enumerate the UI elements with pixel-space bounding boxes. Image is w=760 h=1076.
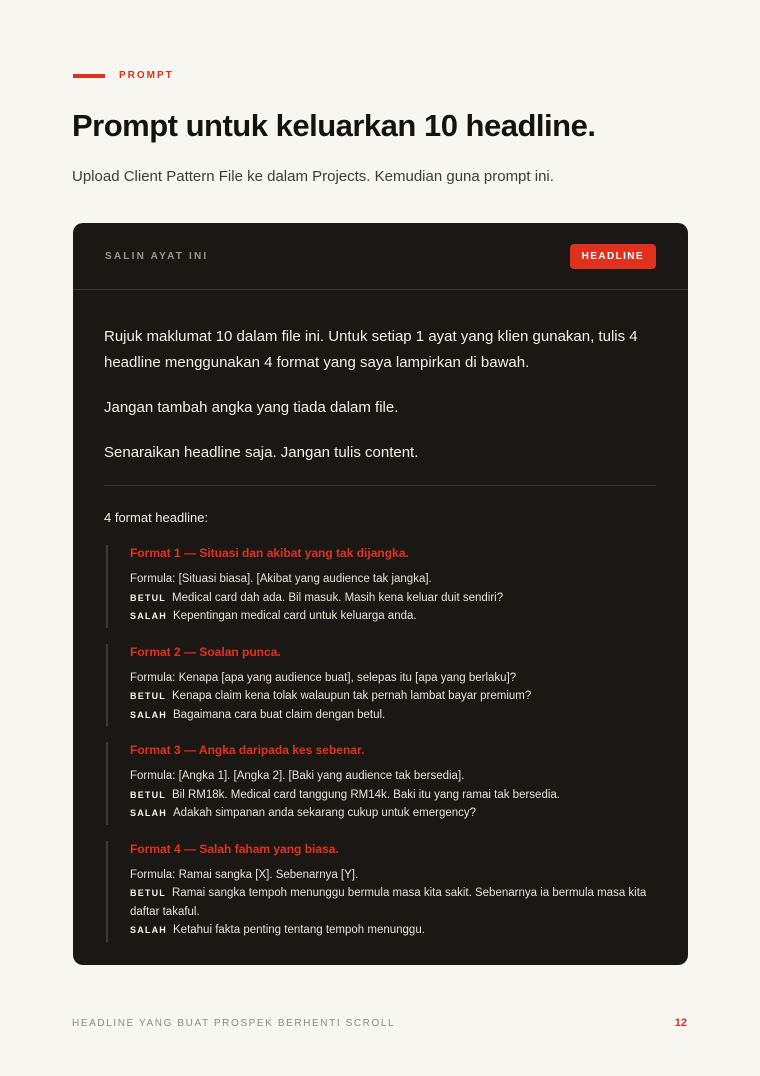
salah-example: Adakah simpanan anda sekarang cukup untuk emergency? (173, 807, 477, 819)
prompt-card-header (73, 223, 688, 290)
format-betul-line (130, 589, 656, 608)
format-betul-line (130, 687, 656, 706)
prompt-paragraph: Rujuk maklumat 10 dalam file ini. Untuk setiap 1 ayat yang klien gunakan, tulis 4 headline menggunakan 4 format yang saya lampirkan di bawah. (104, 328, 638, 371)
headline-badge: HEADLINE (570, 244, 656, 269)
salah-tag: SALAH (130, 808, 167, 818)
prompt-paragraph: Senaraikan headline saja. Jangan tulis content. (104, 444, 419, 461)
format-block (106, 545, 656, 628)
format-betul-line (130, 884, 656, 921)
page-title: Prompt untuk keluarkan 10 headline. (72, 108, 596, 143)
betul-tag: BETUL (130, 888, 166, 898)
format-betul-line (130, 786, 656, 805)
footer-running-title: HEADLINE YANG BUAT PROSPEK BERHENTI SCROLL (72, 1018, 396, 1029)
format-salah-line (130, 804, 656, 823)
prompt-paragraph: Jangan tambah angka yang tiada dalam file. (104, 399, 399, 416)
betul-tag: BETUL (130, 691, 166, 701)
format-title: Format 1 — Situasi dan akibat yang tak dijangka. (130, 546, 409, 560)
page-subtitle: Upload Client Pattern File ke dalam Projects. Kemudian guna prompt ini. (72, 168, 554, 185)
divider (104, 485, 656, 486)
prompt-card (73, 223, 688, 965)
format-block (106, 742, 656, 825)
format-block (106, 644, 656, 727)
format-salah-line (130, 921, 656, 940)
format-formula: Formula: Ramai sangka [X]. Sebenarnya [Y]. (130, 868, 359, 881)
format-block (106, 841, 656, 942)
betul-tag: BETUL (130, 592, 166, 603)
format-formula: Formula: [Situasi biasa]. [Akibat yang audience tak jangka]. (130, 573, 432, 585)
copy-label: SALIN AYAT INI (105, 250, 209, 262)
betul-example: Medical card dah ada. Bil masuk. Masih kena keluar duit sendiri? (172, 591, 504, 604)
eyebrow-label: PROMPT (119, 70, 174, 81)
eyebrow-accent-bar (73, 74, 105, 78)
salah-example: Kepentingan medical card untuk keluarga anda. (173, 610, 417, 622)
prompt-card-body (73, 290, 688, 942)
format-title: Format 2 — Soalan punca. (130, 644, 281, 659)
betul-tag: BETUL (130, 789, 166, 800)
salah-tag: SALAH (130, 925, 167, 935)
betul-example: Kenapa claim kena tolak walaupun tak pernah lambat bayar premium? (172, 690, 532, 702)
format-formula: Formula: [Angka 1]. [Angka 2]. [Baki yang audience tak bersedia]. (130, 770, 465, 782)
section-eyebrow (73, 70, 174, 81)
formats-heading: 4 format headline: (104, 510, 209, 525)
format-title: Format 4 — Salah faham yang biasa. (130, 841, 339, 856)
salah-example: Bagaimana cara buat claim dengan betul. (173, 708, 386, 721)
format-formula: Formula: Kenapa [apa yang audience buat], selepas itu [apa yang berlaku]? (130, 671, 517, 684)
betul-example: Ramai sangka tempoh menunggu bermula masa kita sakit. Sebenarnya ia bermula masa kita daftar takaful. (130, 887, 647, 918)
betul-example: Bil RM18k. Medical card tanggung RM14k. Baki itu yang ramai tak bersedia. (172, 788, 560, 801)
format-salah-line (130, 706, 656, 725)
salah-tag: SALAH (130, 611, 167, 621)
salah-tag: SALAH (130, 709, 167, 720)
page-number: 12 (674, 1017, 687, 1029)
salah-example: Ketahui fakta penting tentang tempoh menunggu. (173, 924, 425, 936)
format-salah-line (130, 607, 656, 626)
format-title: Format 3 — Angka daripada kes sebenar. (130, 743, 365, 757)
